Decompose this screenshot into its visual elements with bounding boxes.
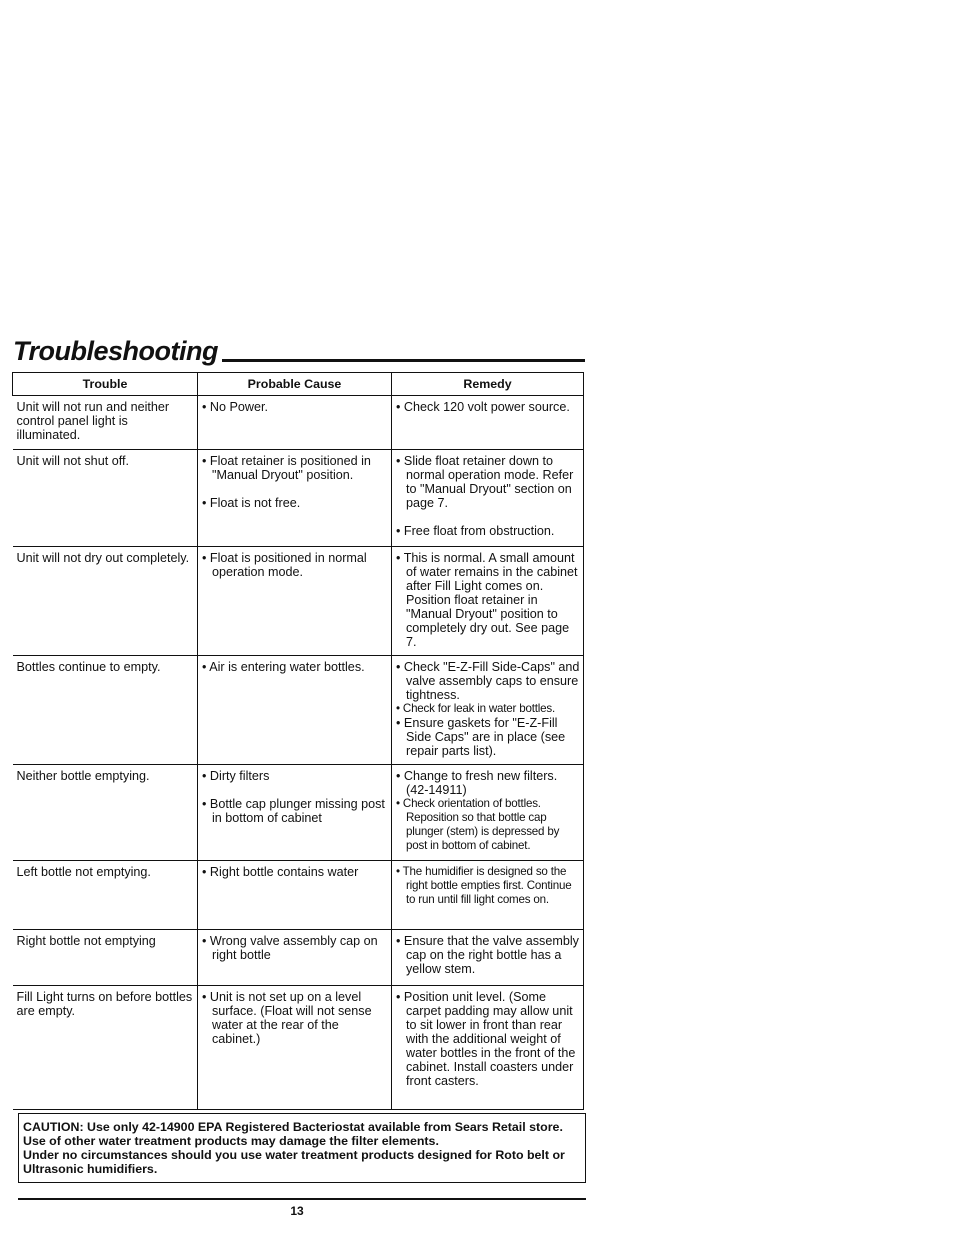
cause-item: • Right bottle contains water [202,865,359,879]
remedy-item: • Position unit level. (Some carpet padding may allow unit to sit lower in front than rear with the additional weight of water bottles in the front of the cabinet. Install coasters under front casters. [396,990,576,1088]
table-row [13,547,584,656]
column-header-probable-cause: Probable Cause [198,373,392,396]
cause-item: • Float retainer is positioned in "Manual Dryout" position. [202,454,371,482]
cause-cell [198,396,392,450]
remedy-cell [392,930,584,986]
table-row [13,861,584,930]
caution-line: CAUTION: Use only 42-14900 EPA Registered Bacteriostat available from Sears Retail store. [23,1120,563,1134]
trouble-cell: Left bottle not emptying. [13,861,198,930]
cause-cell [198,986,392,1110]
remedy-item: • The humidifier is designed so the right bottle empties first. Continue to run until fill light comes on. [396,865,572,906]
remedy-cell [392,765,584,861]
remedy-item: • Check for leak in water bottles. [396,702,556,715]
page-title: Troubleshooting [13,336,218,366]
cause-cell [198,450,392,547]
table-row [13,986,584,1110]
cause-cell [198,765,392,861]
cause-item: • Dirty filters [202,769,270,783]
table-row [13,396,584,450]
remedy-cell [392,986,584,1110]
remedy-item: • Free float from obstruction. [396,524,555,538]
remedy-item: • This is normal. A small amount of water remains in the cabinet after Fill Light comes on. Position float retainer in "Manual Dryout" position to completely dry out. See page 7. [396,551,578,649]
trouble-cell: Right bottle not emptying [13,930,198,986]
cause-cell [198,930,392,986]
remedy-item: • Ensure that the valve assembly cap on the right bottle has a yellow stem. [396,934,579,976]
trouble-cell: Neither bottle emptying. [13,765,198,861]
table-row [13,765,584,861]
cause-item: • No Power. [202,400,269,414]
page-number: 13 [290,1204,304,1218]
cause-item: • Float is not free. [202,496,301,510]
trouble-cell: Unit will not run and neither control panel light is illuminated. [13,396,198,450]
cause-item: • Float is positioned in normal operation mode. [202,551,367,579]
remedy-item: • Check orientation of bottles. Reposition so that bottle cap plunger (stem) is depressed by post in bottom of cabinet. [396,797,560,852]
remedy-item: • Change to fresh new filters. (42-14911) [396,769,558,797]
remedy-item: • Slide float retainer down to normal operation mode. Refer to "Manual Dryout" section on page 7. [396,454,574,510]
cause-item: • Unit is not set up on a level surface. (Float will not sense water at the rear of the cabinet.) [202,990,372,1046]
cause-item: • Air is entering water bottles. [202,660,365,674]
troubleshooting-table [12,372,584,1110]
cause-cell [198,547,392,656]
title-rule [222,359,585,362]
trouble-cell: Unit will not shut off. [13,450,198,547]
trouble-cell: Fill Light turns on before bottles are empty. [13,986,198,1110]
bottom-rule [18,1198,586,1200]
remedy-cell [392,547,584,656]
remedy-item: • Check 120 volt power source. [396,400,570,414]
remedy-cell [392,450,584,547]
cause-item: • Wrong valve assembly cap on right bottle [202,934,378,962]
remedy-cell [392,396,584,450]
table-header-row [13,373,584,396]
caution-line: Under no circumstances should you use water treatment products designed for Roto belt or Ultrasonic humidifiers. [23,1148,565,1176]
remedy-item: • Check "E-Z-Fill Side-Caps" and valve assembly caps to ensure tightness. [396,660,580,702]
caution-line: Use of other water treatment products may damage the filter elements. [23,1134,439,1148]
remedy-item: • Ensure gaskets for "E-Z-Fill Side Caps" are in place (see repair parts list). [396,716,566,758]
table-row [13,930,584,986]
cause-item: • Bottle cap plunger missing post in bottom of cabinet [202,797,385,825]
table-row [13,656,584,765]
cause-cell [198,861,392,930]
cause-cell [198,656,392,765]
remedy-cell [392,861,584,930]
caution-box [18,1113,586,1183]
trouble-cell: Unit will not dry out completely. [13,547,198,656]
table-row [13,450,584,547]
remedy-cell [392,656,584,765]
column-header-remedy: Remedy [392,373,584,396]
trouble-cell: Bottles continue to empty. [13,656,198,765]
column-header-trouble: Trouble [13,373,198,396]
